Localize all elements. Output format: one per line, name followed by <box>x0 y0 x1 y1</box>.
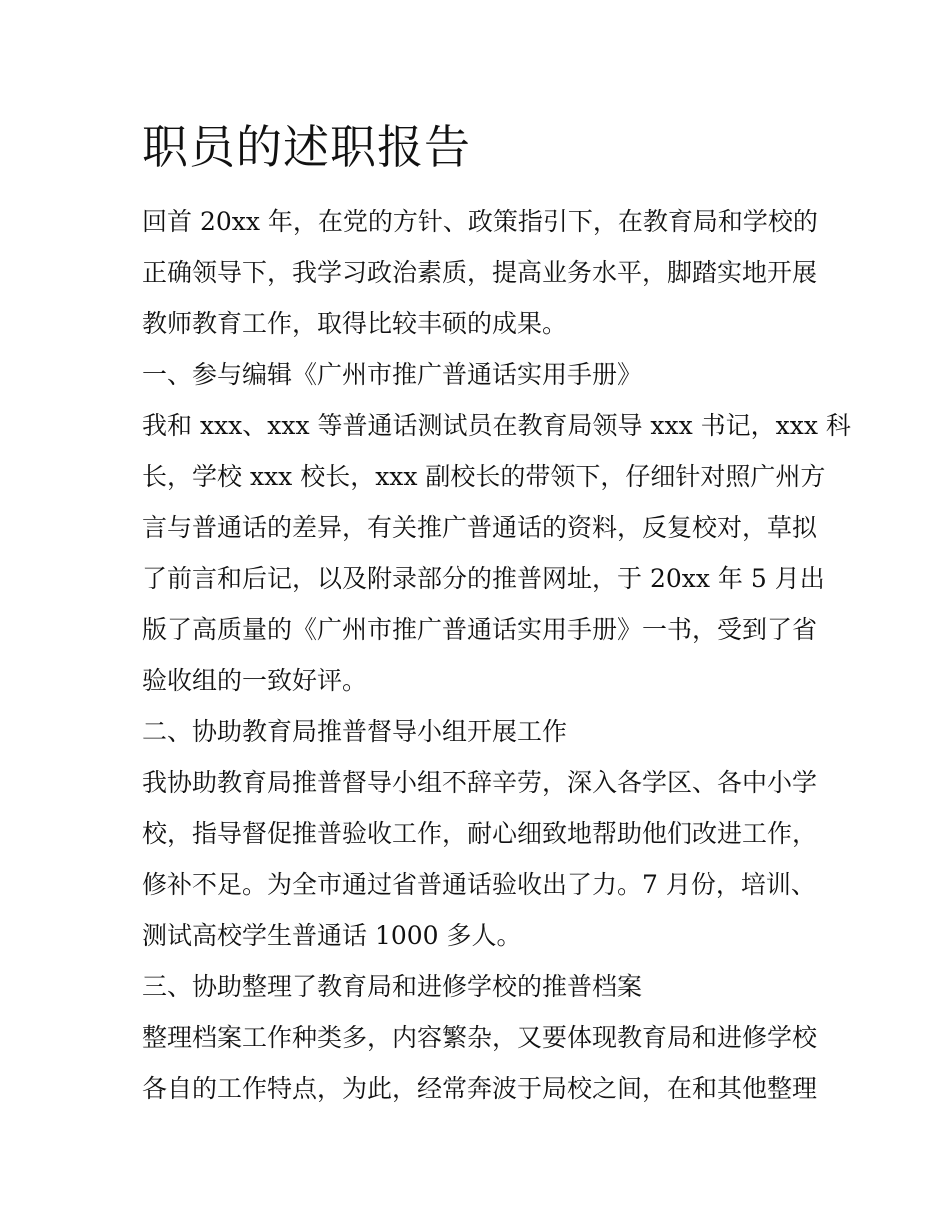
paragraph-line: 验收组的一致好评。 <box>142 666 368 695</box>
paragraph-line: 长，学校 xxx 校长，xxx 副校长的带领下，仔细针对照广州方 <box>142 462 826 491</box>
section-heading: 三、协助整理了教育局和进修学校的推普档案 <box>142 972 643 1001</box>
document-body <box>142 112 851 1114</box>
paragraph-line: 我和 xxx、xxx 等普通话测试员在教育局领导 xxx 书记，xxx 科 <box>142 411 851 440</box>
section-heading: 一、参与编辑《广州市推广普通话实用手册》 <box>142 360 643 389</box>
paragraph-line: 校，指导督促推普验收工作，耐心细致地帮助他们改进工作， <box>142 819 818 848</box>
paragraph-line: 言与普通话的差异，有关推广普通话的资料，反复校对，草拟 <box>142 513 818 542</box>
paragraph-line: 了前言和后记，以及附录部分的推普网址，于 20xx 年 5 月出 <box>142 564 825 593</box>
paragraph-line: 测试高校学生普通话 1000 多人。 <box>142 921 522 950</box>
paragraph-line: 整理档案工作种类多，内容繁杂，又要体现教育局和进修学校 <box>142 1023 818 1052</box>
paragraph-line: 正确领导下，我学习政治素质，提高业务水平，脚踏实地开展 <box>142 258 818 287</box>
paragraph-line: 版了高质量的《广州市推广普通话实用手册》一书，受到了省 <box>142 615 818 644</box>
paragraph-line: 我协助教育局推普督导小组不辞辛劳，深入各学区、各中小学 <box>142 768 818 797</box>
paragraph-line: 回首 20xx 年，在党的方针、政策指引下，在教育局和学校的 <box>142 207 818 236</box>
paragraph-line: 修补不足。为全市通过省普通话验收出了力。7 月份，培训、 <box>142 870 816 899</box>
document-title: 职员的述职报告 <box>142 120 471 174</box>
section-heading: 二、协助教育局推普督导小组开展工作 <box>142 717 568 746</box>
paragraph-line: 教师教育工作，取得比较丰硕的成果。 <box>142 309 568 338</box>
paragraph-line: 各自的工作特点，为此，经常奔波于局校之间，在和其他整理 <box>142 1074 818 1103</box>
